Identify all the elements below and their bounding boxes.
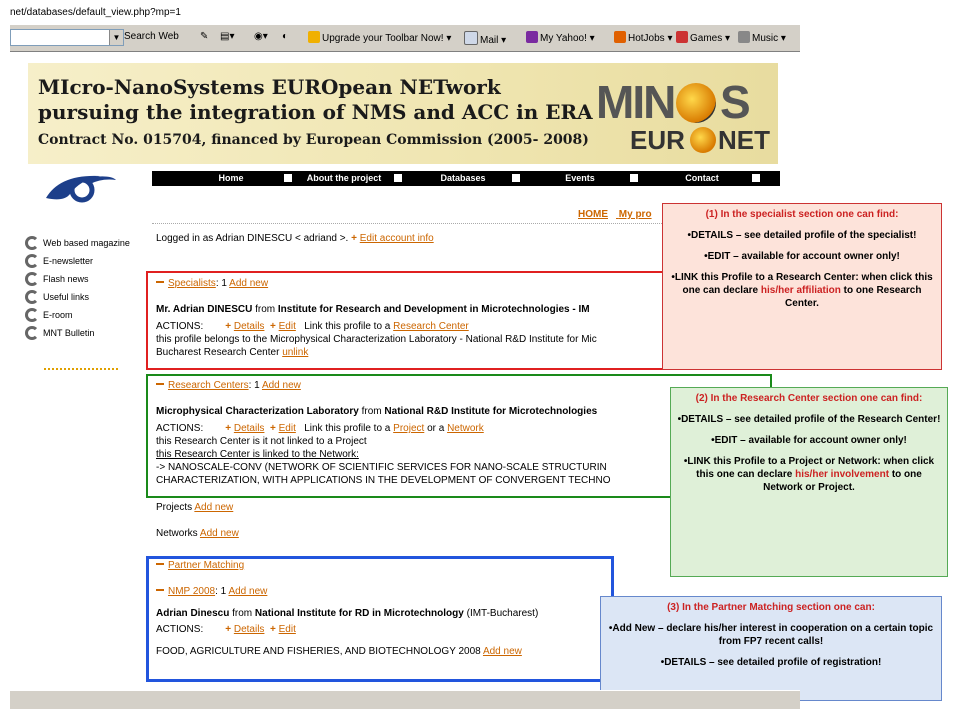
myyahoo-button[interactable]: My Yahoo! ▾ — [526, 31, 595, 44]
banner-contract: Contract No. 015704, financed by European Commission (2005- 2008) — [38, 132, 589, 148]
partner-details-link[interactable]: Details — [233, 624, 265, 635]
upgrade-toolbar-button[interactable]: Upgrade your Toolbar Now! ▾ — [308, 31, 451, 44]
mail-icon — [464, 31, 478, 45]
mail-button[interactable]: Mail ▾ — [464, 31, 506, 46]
nav-about[interactable]: About the project — [306, 173, 382, 183]
music-icon — [738, 31, 750, 43]
music-button[interactable]: Music ▾ — [738, 31, 786, 44]
collapse-icon[interactable] — [156, 383, 164, 385]
research-centers-link[interactable]: Research Centers — [168, 380, 249, 391]
partner-matching-callout: (3) In the Partner Matching section one can: •Add New – declare his/her interest in cooperation on a certain topic from FP7 recent calls! •DETAILS – see detailed profile of registration! — [600, 596, 942, 701]
hotjobs-button[interactable]: HotJobs ▾ — [614, 31, 673, 44]
games-button[interactable]: Games ▾ — [676, 31, 730, 44]
nav-databases[interactable]: Databases — [440, 173, 486, 183]
partner-matching-section: Partner Matching NMP 2008: 1 Add new Adrian Dinescu from National Institute for RD in Microtechnology (IMT-Bucharest) ACTIONS: + Details + Edit FOOD, AGRICULTURE AND FISHERIES, AND BIOTECHNOLOGY 2008 Add new — [156, 560, 539, 657]
plus-icon: + — [225, 321, 232, 332]
nmp2008-link[interactable]: NMP 2008 — [168, 586, 216, 597]
partner-matching-link[interactable]: Partner Matching — [168, 560, 245, 571]
research-edit-link[interactable]: Edit — [278, 423, 296, 434]
headphones-icon[interactable]: ◐ — [282, 31, 289, 42]
project-link[interactable]: Project — [393, 423, 425, 434]
plus-icon: + — [225, 423, 232, 434]
specialist-callout: (1) In the specialist section one can find: •DETAILS – see detailed profile of the specialist! •EDIT – available for account owner only! •LINK this Profile to a Research Center: when click this one can declare his/her affiliation to one Research Center. — [662, 203, 942, 370]
page-icon[interactable]: ▤▾ — [220, 31, 235, 42]
divider — [152, 223, 662, 224]
hotjobs-icon — [614, 31, 626, 43]
add-specialist-link[interactable]: Add new — [229, 278, 269, 289]
home-link[interactable]: HOME — [578, 209, 608, 220]
topic-add-new-link[interactable]: Add new — [482, 646, 522, 657]
collapse-icon[interactable] — [156, 589, 164, 591]
plus-icon: + — [270, 321, 276, 332]
research-center-callout: (2) In the Research Center section one can find: •DETAILS – see detailed profile of the Research Center! •EDIT – available for account owner only! •LINK this Profile to a Project or Network: when click this one can declare his/her involvement to one Network or Project. — [670, 387, 948, 577]
login-status: Logged in as Adrian DINESCU < adriand >. + Edit account info — [156, 233, 434, 244]
divider — [44, 368, 118, 370]
network-link[interactable]: Network — [447, 423, 484, 434]
status-bar — [10, 690, 800, 709]
add-network-link[interactable]: Add new — [199, 528, 239, 539]
banner-title: MIcro-NanoSystems EUROpean NETwork — [38, 75, 501, 99]
add-project-link[interactable]: Add new — [194, 502, 234, 513]
pencil-icon[interactable]: ✎ — [200, 31, 209, 42]
warning-icon — [308, 31, 320, 43]
plus-icon: + — [351, 233, 357, 244]
toolbar-search-input[interactable] — [10, 29, 124, 46]
specialist-edit-link[interactable]: Edit — [278, 321, 296, 332]
globe-icon[interactable]: ◉▾ — [254, 31, 268, 42]
site-banner — [28, 63, 778, 164]
collapse-icon[interactable] — [156, 563, 164, 565]
unlink-link[interactable]: unlink — [282, 347, 309, 358]
add-partner-link[interactable]: Add new — [228, 586, 268, 597]
research-details-link[interactable]: Details — [233, 423, 265, 434]
edit-account-link[interactable]: Edit account info — [359, 233, 434, 244]
top-links — [578, 209, 660, 220]
my-profile-link[interactable]: My pro — [618, 209, 652, 220]
c-bullet-icon — [25, 290, 39, 304]
research-center-link[interactable]: Research Center — [393, 321, 469, 332]
research-centers-section: Research Centers: 1 Add new Microphysical Characterization Laboratory from National R&D Institute for Microtechnologies ACTIONS: + Details + Edit Link this profile to a Project or a Network this Research Center is it not linked to a Project this Research Center is linked to the Network: -> NANOSCALE-CONV (NETWORK OF SCIENTIFIC SERVICES FOR NANO-SCALE STRUCTURIN CHARACTERIZATION, WITH APPLICATIONS IN THE DEVELOPMENT OF CONVERGENT TECHNO — [156, 380, 611, 486]
browser-toolbar — [10, 24, 800, 52]
banner-subtitle: pursuing the integration of NMS and ACC in ERA — [38, 100, 593, 124]
minos-euronet-logo: MIN S EUR NET — [596, 76, 770, 155]
c-bullet-icon — [25, 236, 39, 250]
nav-contact[interactable]: Contact — [685, 173, 719, 183]
c-bullet-icon — [25, 308, 39, 322]
plus-icon: + — [225, 624, 232, 635]
plus-icon: + — [270, 423, 276, 434]
main-nav — [152, 171, 780, 186]
c-bullet-icon — [25, 326, 39, 340]
nav-events[interactable]: Events — [565, 173, 595, 183]
c-bullet-icon — [25, 272, 39, 286]
chevron-down-icon[interactable]: ▼ — [109, 30, 123, 45]
yahoo-icon — [526, 31, 538, 43]
plus-icon: + — [270, 624, 276, 635]
collapse-icon[interactable] — [156, 281, 164, 283]
nav-home[interactable]: Home — [218, 173, 244, 183]
specialist-details-link[interactable]: Details — [233, 321, 265, 332]
c-bullet-icon — [25, 254, 39, 268]
specialists-link[interactable]: Specialists — [168, 278, 216, 289]
games-icon — [676, 31, 688, 43]
add-research-center-link[interactable]: Add new — [261, 380, 301, 391]
projects-row: Projects Add new — [156, 502, 234, 513]
address-bar[interactable]: net/databases/default_view.php?mp=1 — [10, 7, 181, 18]
networks-row: Networks Add new — [156, 528, 239, 539]
partner-edit-link[interactable]: Edit — [278, 624, 296, 635]
fp6-logo — [40, 172, 120, 204]
search-web-button[interactable]: Search Web — [124, 31, 179, 42]
specialists-section: Specialists: 1 Add new Mr. Adrian DINESCU from Institute for Research and Development in Microtechnologies - IM ACTIONS: + Details + Edit Link this profile to a Research Center this profile belongs to the Microphysical Characterization Laboratory - National R&D Institute for Mic Bucharest Research Center unlink — [156, 278, 597, 358]
